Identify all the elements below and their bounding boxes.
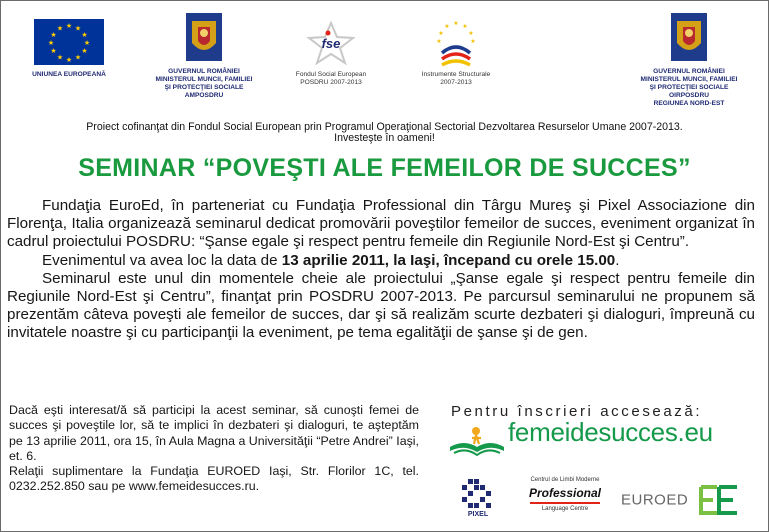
paragraph-seminar-description: Seminarul este unul din momentele cheie ale proiectului „Şanse egale şi respect pentru femeile din Regiunile Nord-Est şi Centru”, finanţat prin POSDRU 2007-2013. Pe parcursul seminarului ne propunem să prezentăm câteva poveşti ale femeilor de succes, dar şi să realizăm scurte dezbateri şi dialoguri, împreună cu invitatele noastre şi cu participanţii la eveniment, pe tema egalităţii de şanse şi de gen.	[7, 269, 755, 342]
svg-text:★: ★	[50, 47, 57, 55]
svg-text:★: ★	[56, 53, 64, 62]
registration-label: Pentru înscrieri accesează:	[451, 403, 703, 420]
is-line1: Instrumente Structurale	[421, 71, 491, 78]
cofinanced-notice	[11, 122, 758, 144]
fse-line2: POSDRU 2007-2013	[300, 79, 362, 86]
professional-bottom-label: Language Centre	[541, 506, 589, 512]
svg-text:★: ★	[47, 39, 55, 47]
svg-text:★: ★	[470, 38, 476, 45]
gov-left-line1: GUVERNUL ROMÂNIEI	[168, 68, 240, 75]
svg-text:★: ★	[65, 56, 73, 64]
eu-label: UNIUNEA EUROPEANĂ	[32, 71, 106, 78]
svg-text:★: ★	[83, 39, 91, 47]
announcement-body	[7, 197, 755, 343]
gov-left-line3: ŞI PROTECŢIEI SOCIALE	[164, 84, 244, 91]
invitation-text: Dacă eşti interesat/ă să participi la acest seminar, să cunoşti femei de succes şi poveştile lor, să te implici în dezbateri şi dialoguri, te aşteptăm pe 13 aprilie 2011, ora 15, în Aula Magna a Universităţii “Petre Andrei” Iaşi, et. 6.	[9, 403, 419, 463]
gov-right-line5: REGIUNEA NORD-EST	[653, 100, 725, 107]
fse-star-icon	[306, 21, 356, 65]
svg-text:★: ★	[81, 31, 88, 39]
coat-of-arms-icon	[186, 13, 222, 61]
instrumente-structurale-logo	[401, 19, 511, 87]
svg-text:★: ★	[74, 24, 82, 33]
pixel-label: PIXEL	[467, 511, 489, 518]
cofinanced-line1: Proiect cofinanţat din Fondul Social European prin Programul Operaţional Sectorial Dezvoltarea Resurselor Umane 2007-2013.	[86, 121, 683, 133]
eu-flag-icon	[34, 19, 104, 65]
cofinanced-line2: Investeşte în oameni!	[334, 132, 435, 144]
svg-text:★: ★	[436, 38, 442, 45]
svg-text:★: ★	[468, 30, 474, 37]
structural-instruments-icon	[428, 19, 484, 69]
svg-text:★: ★	[438, 30, 444, 37]
fse-line1: Fondul Social European	[295, 71, 367, 78]
professional-top-label: Centrul de Limbi Moderne	[530, 477, 600, 483]
svg-text:★: ★	[56, 24, 64, 33]
pixel-grid-icon	[460, 477, 496, 511]
euroed-ee-icon	[697, 483, 743, 517]
fse-logo	[276, 21, 386, 87]
gov-right-line1: GUVERNUL ROMÂNIEI	[653, 68, 725, 75]
event-date-highlight: 13 aprilie 2011, la Iaşi, începand cu orele 15.00	[281, 251, 616, 269]
fse-mark: fse	[321, 36, 341, 51]
professional-underline	[530, 502, 600, 504]
gov-right-logo	[629, 13, 749, 108]
gov-right-line4: OIRPOSDRU	[669, 92, 709, 99]
partner-logos	[456, 471, 761, 527]
seminar-title: SEMINAR “POVEŞTI ALE FEMEILOR DE SUCCES”	[78, 154, 691, 182]
paragraph-event-date	[7, 252, 755, 270]
coat-of-arms-icon	[671, 13, 707, 61]
svg-text:★: ★	[453, 20, 459, 27]
pixel-logo	[456, 477, 500, 518]
gov-left-line2: MINISTERUL MUNCII, FAMILIEI	[155, 76, 253, 83]
invitation-block	[9, 403, 419, 495]
svg-text:★: ★	[444, 23, 450, 30]
femeidesucces-logo[interactable]	[446, 417, 766, 459]
paragraph-partnership: Fundaţia EuroEd, în parteneriat cu Fundaţia Professional din Târgu Mureş şi Pixel Associazione din Florenţa, Italia organizează seminarul dedicat promovării poveştilor femeilor de succes, eveniment organizat în cadrul proiectului POSDRU: “Şanse egale şi respect pentru femeile din Regiunile Nord-Est şi Centru”.	[7, 197, 755, 251]
gov-left-logo	[149, 13, 259, 100]
svg-text:★: ★	[81, 47, 88, 55]
svg-text:★: ★	[462, 23, 468, 30]
open-book-icon	[446, 417, 508, 459]
femeidesucces-link[interactable]: femeidesucces.eu	[508, 417, 713, 447]
svg-text:★: ★	[74, 53, 82, 62]
euroed-label: EUROED	[621, 491, 689, 509]
eu-logo	[19, 19, 119, 79]
svg-text:★: ★	[50, 31, 57, 39]
event-date-prefix: Evenimentul va avea loc la data de	[42, 251, 282, 269]
gov-right-line2: MINISTERUL MUNCII, FAMILIEI	[640, 76, 738, 83]
professional-logo	[524, 477, 606, 512]
contact-text: Relaţii suplimentare la Fundaţia EUROED Iaşi, Str. Florilor 1C, tel. 0232.252.850 sau pe www.femeidesucces.ru.	[9, 464, 419, 494]
svg-text:★: ★	[65, 22, 73, 30]
logo-header	[1, 9, 768, 121]
is-line2: 2007-2013	[440, 79, 472, 86]
event-date-suffix: .	[615, 251, 620, 269]
professional-name: Professional	[528, 486, 602, 500]
gov-right-line3: ŞI PROTECŢIEI SOCIALE	[649, 84, 729, 91]
euroed-logo	[621, 483, 761, 517]
gov-left-line4: AMPOSDRU	[184, 92, 224, 99]
